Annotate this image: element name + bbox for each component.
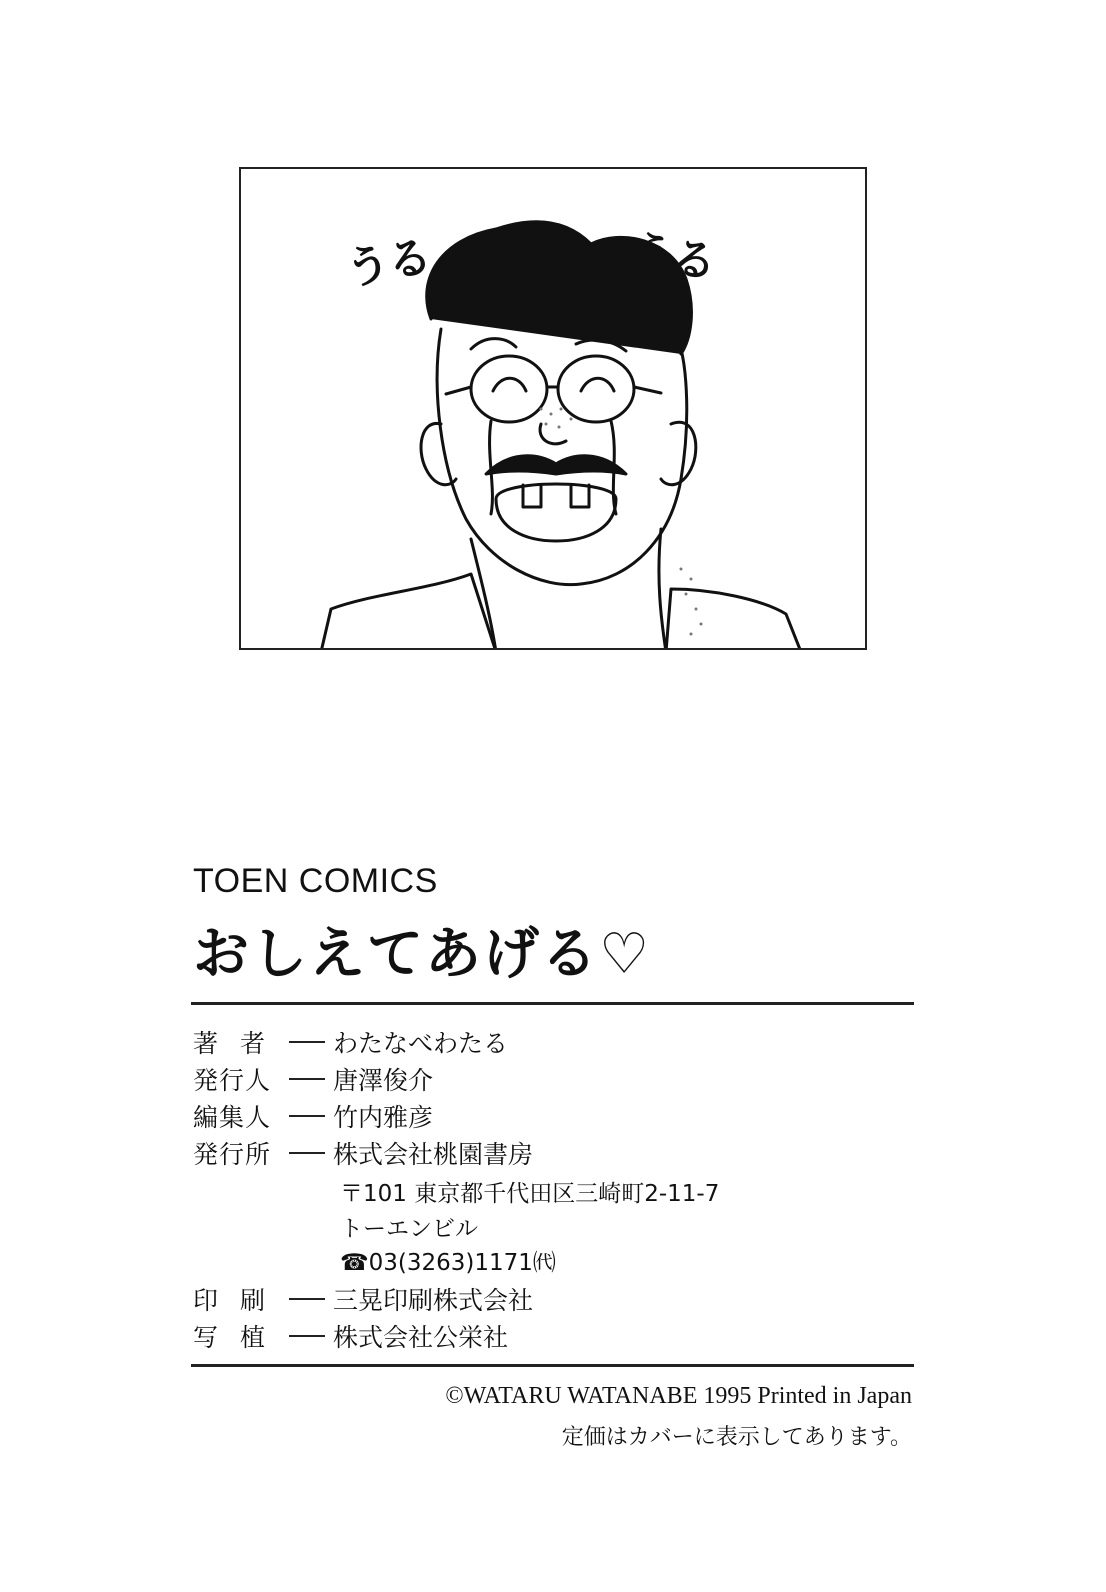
credit-value: 株式会社桃園書房	[333, 1140, 534, 1169]
book-title: おしえてあげる♡	[193, 922, 652, 987]
credit-role: 発行所	[193, 1140, 272, 1169]
credit-row-publishing-house	[193, 1135, 533, 1171]
credit-dash	[289, 1078, 325, 1080]
credit-dash	[289, 1115, 325, 1117]
credit-row-publisher	[193, 1061, 433, 1097]
credit-row-author	[193, 1024, 508, 1060]
address-line-2: トーエンビル	[340, 1216, 478, 1242]
credit-role: 発行人	[193, 1066, 272, 1095]
sound-effect-right: うる	[627, 226, 718, 289]
divider-top	[191, 1002, 914, 1005]
credit-value: わたなべわたる	[333, 1029, 509, 1058]
credit-dash	[289, 1298, 325, 1300]
credit-value: 唐澤俊介	[333, 1066, 434, 1095]
credit-row-typesetting	[193, 1318, 508, 1354]
sound-effect-left: うる	[341, 231, 434, 296]
credit-role: 編集人	[193, 1103, 272, 1132]
imprint-label: TOEN COMICS	[193, 862, 438, 900]
credit-value: 三晃印刷株式会社	[333, 1286, 534, 1315]
address-phone: ☎03(3263)1171㈹	[340, 1250, 556, 1276]
credit-value: 竹内雅彦	[333, 1103, 434, 1132]
crying-man-drawing	[241, 169, 867, 650]
address-line-1: 〒101 東京都千代田区三崎町2-11-7	[340, 1181, 720, 1207]
credit-row-printer	[193, 1281, 533, 1317]
credit-row-editor	[193, 1098, 433, 1134]
credit-dash	[289, 1335, 325, 1337]
illustration-panel	[239, 167, 867, 650]
credit-dash	[289, 1041, 325, 1043]
price-note: 定価はカバーに表示してあります。	[561, 1425, 912, 1450]
credit-role: 印刷	[193, 1286, 288, 1315]
credit-value: 株式会社公栄社	[333, 1323, 509, 1352]
copyright-notice: ©WATARU WATANABE 1995 Printed in Japan	[445, 1383, 912, 1409]
credit-role: 写植	[193, 1323, 288, 1352]
credit-dash	[289, 1152, 325, 1154]
divider-bottom	[191, 1364, 914, 1367]
credit-role: 著者	[193, 1029, 288, 1058]
